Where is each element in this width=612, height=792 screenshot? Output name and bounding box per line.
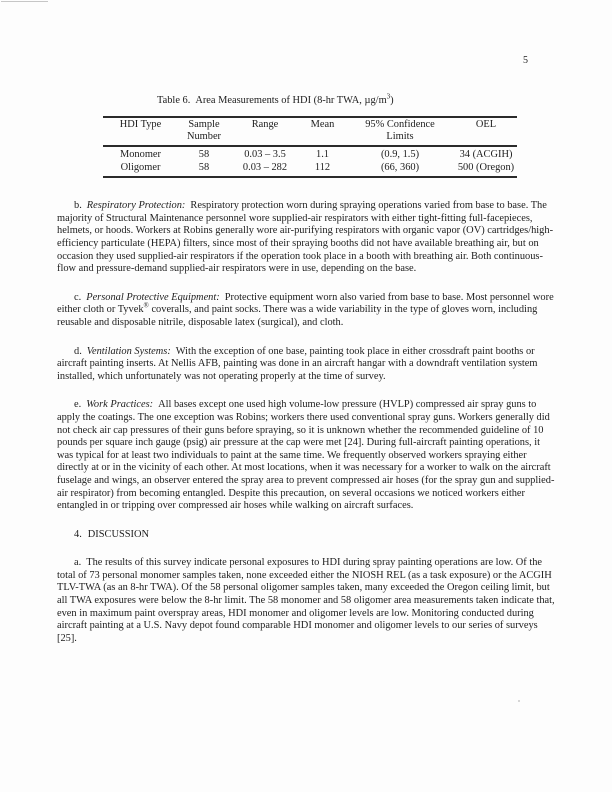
page-content [57, 92, 557, 645]
table-caption-text: Area Measurements of HDI (8-hr TWA, µg/m [195, 95, 387, 106]
cell-hdi-type: Monomer [120, 149, 161, 161]
paragraph-text-continued: coveralls, and paint socks. There was a wide variability in the type of gloves worn, including reusable and disposable nitrile, disposable latex (surgical), and cloth. [57, 304, 538, 328]
column-header-label: Sample [188, 118, 220, 130]
column-header-label2: Number [186, 131, 222, 142]
paragraph-label: c. [74, 291, 82, 303]
cell-sample-number: 58 [198, 161, 210, 173]
paragraph-label: e. [74, 399, 82, 411]
section-heading-discussion [57, 529, 557, 542]
paragraph-work-practices [57, 399, 557, 512]
paragraph-heading: Personal Protective Equipment: [86, 291, 220, 303]
paragraph-text: The results of this survey indicate personal exposures to HDI during spray painting operations are low. Of the total of 73 personal monomer samples taken, none exceeded either the NIOSH REL (as a task exposure) or the ACGIH TLV-TWA (as an 8-hr TWA). Of the 58 personal oligomer samples taken, many exceeded the Oregon ceiling limit, but all TWA exposures were below the 8-hr limit. The 58 monomer and 58 oligomer area measurements taken indicate that, even in maximum paint overspray areas, HDI monomer and oligomer levels are low. Monitoring conducted during aircraft painting at a U.S. Navy depot found comparable HDI monomer and oligomer levels to our series of surveys [25]. [57, 557, 555, 644]
column-header-label: 95% Confidence [365, 118, 435, 130]
table-body [103, 146, 517, 177]
table-header [103, 117, 517, 147]
cell-hdi-type: Oligomer [120, 161, 161, 173]
column-header-label: Mean [310, 118, 335, 130]
page-number: 5 [523, 55, 528, 66]
cell-range: 0.03 – 3.5 [244, 149, 286, 161]
paragraph-text: Protective equipment worn also varied from base to base. Most personnel wore either cloth or Tyvek [57, 291, 554, 316]
column-header-label: HDI Type [119, 118, 162, 130]
section-title: DISCUSSION [87, 528, 149, 540]
column-header-confidence-limits [345, 117, 455, 147]
paragraph-label: a. [74, 557, 82, 569]
table-header-row [103, 117, 517, 147]
cell-confidence-limits: (66, 360) [380, 161, 420, 173]
paragraph-label: b. [74, 200, 82, 212]
table-row-monomer [103, 146, 517, 161]
paragraph-heading: Ventilation Systems: [86, 345, 171, 357]
cell-mean: 1.1 [316, 149, 329, 161]
table-caption [157, 92, 557, 108]
cell-range: 0.03 – 282 [242, 161, 288, 173]
paragraph-heading: Respiratory Protection: [86, 200, 186, 212]
paragraph-text: All bases except one used high volume-low pressure (HVLP) compressed air spray guns to apply the coatings. The one exception was Robins; workers there used conventional spray guns. Workers generally did not check air cap pressures of their guns before spraying, so it is unknown whether the recommended guideline of 10 pounds per square inch gauge (psig) air pressure at the cap were met [24]. During full-aircraft painting operations, it was typical for at least two individuals to paint at the same time. We frequently observed workers spraying either directly at or in the vicinity of each other. At most locations, when it was necessary for a worker to walk on the aircraft fuselage and wings, an observer entered the spray area to prevent compressed air hoses (for the spray gun and supplied-air respirator) from becoming entangled. Despite this precaution, on several occasions we noticed workers either entangled in or tripping over compressed air hoses while walking on aircraft surfaces. [57, 399, 555, 512]
column-header-sample-number [178, 117, 230, 147]
cell-confidence-limits: (0.9, 1.5) [380, 149, 420, 161]
paragraph-respiratory-protection [57, 200, 557, 276]
column-header-hdi-type [103, 117, 178, 147]
table-caption-superscript: 3 [386, 92, 391, 101]
column-header-mean [300, 117, 345, 147]
column-header-label: Range [251, 118, 279, 130]
table-caption-label: Table 6. [157, 95, 191, 106]
column-header-label: OEL [475, 118, 497, 130]
paragraph-label: d. [74, 345, 82, 357]
cell-mean: 112 [314, 161, 331, 173]
paragraph-ventilation-systems [57, 346, 557, 384]
hdi-area-measurements-table [103, 116, 517, 179]
scan-artifact-top-streak [1, 1, 48, 2]
registered-trademark-symbol: ® [143, 301, 149, 310]
paragraph-personal-protective-equipment [57, 292, 557, 330]
cell-oel: 500 (Oregon) [457, 161, 515, 173]
table-row-oligomer [103, 162, 517, 177]
column-header-oel [455, 117, 517, 147]
cell-oel: 34 (ACGIH) [459, 149, 513, 161]
paragraph-heading: Work Practices: [86, 399, 154, 411]
paragraph-discussion-a [57, 557, 557, 645]
table-caption-close: ) [390, 95, 394, 106]
paragraph-text: With the exception of one base, painting took place in either crossdraft paint booths or aircraft painting inserts. At Nellis AFB, painting was done in an aircraft hangar with a downdraft ventilation system installed, which unfortunately was not operating properly at the time of survey. [57, 345, 538, 382]
cell-sample-number: 58 [198, 149, 210, 161]
column-header-label2: Limits [386, 131, 414, 142]
scan-artifact-speck [518, 700, 520, 702]
paragraph-text: Respiratory protection worn during spraying operations varied from base to base. The majority of Structural Maintenance personnel wore supplied-air respirators with either tight-fitting full-facepieces, helmets, or hoods. Workers at Robins generally wore air-purifying respirators with organic vapor (OV) cartridges/high-efficiency particulate (HEPA) filters, since most of their spraying booths did not have available breathing air, but on occasion they used supplied-air respirators if the operation took place in a booth with breathing air. Both continuous-flow and pressure-demand supplied-air respirators were in use, depending on the base. [57, 200, 554, 275]
column-header-range [230, 117, 300, 147]
section-number: 4. [74, 528, 82, 540]
